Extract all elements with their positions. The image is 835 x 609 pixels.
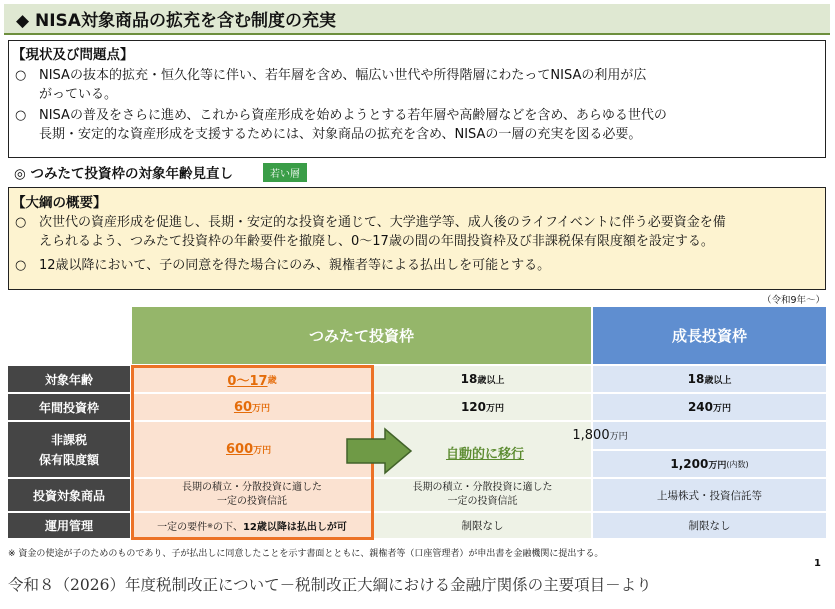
bullet-line: えられるよう、つみたて投資枠の年齢要件を撤廃し、0～17歳の間の年間投資枠及び非課税保有限度額を設定する。 bbox=[39, 234, 714, 249]
kids-mgmt-mid: の下、 bbox=[212, 522, 243, 533]
row-header-age: 対象年齢 bbox=[8, 366, 130, 392]
row-divider bbox=[593, 420, 826, 422]
seicho-limit-value: 1,200 bbox=[670, 457, 709, 471]
tsumitate-age-value: 18 bbox=[460, 372, 478, 386]
seicho-limit-cell bbox=[593, 451, 826, 477]
kids-annual-value: 60 bbox=[233, 399, 253, 415]
kids-mgmt-footnote-mark: ※ bbox=[207, 521, 213, 530]
bullet-line: NISAの普及をさらに進め、これから資産形成を始めようとする若年層や高齢層などを含め、あらゆる世代の bbox=[39, 108, 667, 123]
tsumitate-products-cell bbox=[374, 479, 591, 511]
tsumitate-annual-cell bbox=[374, 394, 591, 420]
total-limit-label bbox=[540, 424, 660, 446]
current-issues-heading: 【現状及び問題点】 bbox=[12, 47, 134, 63]
bullet-line: 長期・安定的な資産形成を支援するためには、対象商品の拡充を含め、NISAの一層の充実を図る必要。 bbox=[39, 127, 642, 142]
seicho-annual-unit: 万円 bbox=[713, 403, 732, 414]
source-caption: 令和８（2026）年度税制改正について－税制改正大綱における金融庁関係の主要項目－より bbox=[8, 576, 652, 594]
subsection-heading bbox=[14, 162, 307, 182]
row-header-management: 運用管理 bbox=[8, 513, 130, 538]
bullet-line: NISAの抜本的拡充・恒久化等に伴い、若年層を含め、幅広い世代や所得階層にわたってNISAの利用が広 bbox=[39, 68, 647, 83]
seicho-age-value: 18 bbox=[687, 372, 705, 386]
page-title: ◆ NISA対象商品の拡充を含む制度の充実 bbox=[4, 4, 830, 35]
tsumitate-column-header: つみたて投資枠 bbox=[132, 307, 591, 364]
tsumitate-products-line: 一定の投資信託 bbox=[447, 496, 518, 507]
current-issues-box bbox=[8, 40, 826, 158]
kids-products-line: 長期の積立・分散投資に適した bbox=[182, 482, 322, 493]
bullet-mark: ○ bbox=[15, 108, 27, 123]
seicho-limit-unit: 万円 bbox=[708, 460, 727, 471]
row-header-products: 投資対象商品 bbox=[8, 479, 130, 511]
kids-limit-unit: 万円 bbox=[253, 446, 272, 456]
bullet-line: がっている。 bbox=[39, 87, 118, 102]
effective-year-note: （令和9年～） bbox=[761, 295, 825, 306]
outline-heading: 【大綱の概要】 bbox=[12, 195, 107, 211]
row-header-limit bbox=[8, 422, 130, 477]
outline-bullet bbox=[15, 213, 825, 251]
tsumitate-age-cell bbox=[374, 366, 591, 392]
bullet-mark: ○ bbox=[15, 215, 27, 230]
outline-bullet bbox=[15, 256, 825, 275]
seicho-age-unit: 歳以上 bbox=[704, 375, 732, 386]
kids-age-unit: 歳 bbox=[267, 375, 277, 386]
tsumitate-annual-value: 120 bbox=[460, 400, 487, 414]
bullet-line: 12歳以降において、子の同意を得た場合にのみ、親権者等による払出しを可能とする。 bbox=[39, 258, 551, 273]
kids-mgmt-pre: 一定の要件 bbox=[157, 522, 208, 533]
bullet-mark: ○ bbox=[15, 68, 27, 83]
tsumitate-management-cell: 制限なし bbox=[461, 520, 504, 532]
auto-transfer-label: 自動的に移行 bbox=[445, 446, 524, 462]
kids-mgmt-bold: 12歳以降は払出しが可 bbox=[242, 522, 347, 533]
seicho-management-cell: 制限なし bbox=[688, 520, 731, 532]
row-header-limit-line: 保有限度額 bbox=[38, 452, 99, 467]
tsumitate-annual-unit: 万円 bbox=[486, 403, 505, 414]
bullet-line: 次世代の資産形成を促進し、長期・安定的な投資を通じて、大学進学等、成人後のライフイベントに伴う必要資金を備 bbox=[39, 215, 726, 230]
kids-limit-value: 600 bbox=[226, 442, 254, 457]
seicho-age-cell bbox=[593, 366, 826, 392]
bullet-mark: ○ bbox=[15, 258, 27, 273]
total-limit-unit: 万円 bbox=[609, 431, 628, 442]
total-limit-value: 1,800 bbox=[572, 427, 610, 443]
footnote: ※ 資金の使途が子のためのものであり、子が払出しに同意したことを示す書面とともに、親権者等（口座管理者）が申出書を金融機関に提出する。 bbox=[8, 549, 604, 559]
seicho-products-cell: 上場株式・投資信託等 bbox=[657, 489, 762, 502]
outline-box bbox=[8, 187, 826, 290]
kids-products-line: 一定の投資信託 bbox=[217, 496, 287, 507]
subsection-title: ◎ つみたて投資枠の対象年齢見直し bbox=[14, 166, 233, 182]
row-header-annual: 年間投資枠 bbox=[8, 394, 130, 420]
seicho-limit-note: (内数) bbox=[726, 459, 749, 469]
seicho-column-header: 成長投資枠 bbox=[593, 307, 826, 364]
transition-arrow-icon bbox=[345, 427, 415, 475]
tsumitate-age-unit: 歳以上 bbox=[477, 375, 505, 386]
current-bullet bbox=[15, 106, 825, 144]
current-bullet bbox=[15, 66, 825, 104]
kids-age-value: 0～17 bbox=[227, 373, 268, 389]
kids-column-highlight bbox=[131, 365, 374, 540]
target-tag: 若い層 bbox=[263, 163, 307, 182]
row-header-limit-line: 非課税 bbox=[50, 432, 87, 447]
row-divider bbox=[374, 420, 591, 422]
seicho-annual-value: 240 bbox=[687, 400, 714, 414]
page-number: 1 bbox=[814, 558, 821, 569]
tsumitate-products-line: 長期の積立・分散投資に適した bbox=[412, 482, 553, 493]
seicho-annual-cell bbox=[593, 394, 826, 420]
kids-annual-unit: 万円 bbox=[252, 403, 271, 414]
